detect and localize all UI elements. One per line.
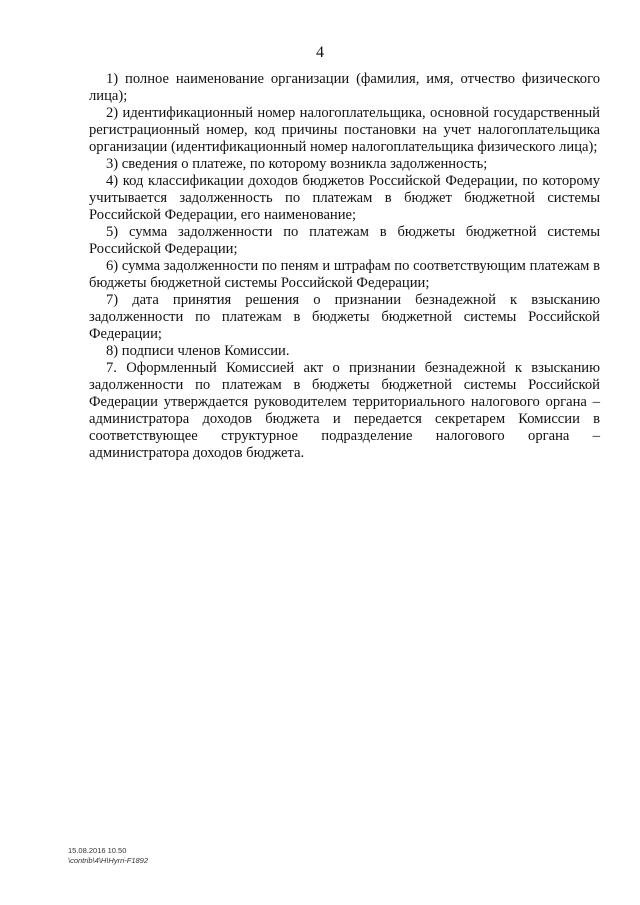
list-item-debt-amount: 5) сумма задолженности по платежам в бюджеты бюджетной системы Российской Федерации; — [89, 224, 600, 257]
list-item-organization-name: 1) полное наименование организации (фамилия, имя, отчество физического лица); — [89, 71, 600, 104]
list-item-taxpayer-id: 2) идентификационный номер налогоплательщика, основной государственный регистрационный номер, код причины постановки на учет налогоплательщика организации (идентификационный номер налогоплательщика физического лица); — [89, 105, 600, 155]
document-footer — [68, 846, 148, 866]
list-item-payment-info: 3) сведения о платеже, по которому возникла задолженность; — [106, 156, 488, 172]
page-number: 4 — [316, 44, 324, 61]
list-item-signatures: 8) подписи членов Комиссии. — [106, 343, 290, 359]
clause-7-paragraph: 7. Оформленный Комиссией акт о признании безнадежной к взысканию задолженности по платежам в бюджеты бюджетной системы Российской Федерации утверждается руководителем территориального налогового органа – администратора доходов бюджета и передается секретарем Комиссии в соответствующее структурное подразделение налогового органа – администратора доходов бюджета. — [89, 360, 600, 461]
list-item-revenue-code: 4) код классификации доходов бюджетов Российской Федерации, по которому учитывается задолженность по платежам в бюджет бюджетной системы Российской Федерации, его наименование; — [89, 173, 600, 223]
footer-file-path: \contrib\4\H\Hyrri-F1892 — [68, 856, 149, 865]
list-item-penalties-amount: 6) сумма задолженности по пеням и штрафам по соответствующим платежам в бюджеты бюджетной системы Российской Федерации; — [89, 258, 600, 291]
document-body — [89, 71, 600, 462]
list-item-decision-date: 7) дата принятия решения о признании безнадежной к взысканию задолженности по платежам в бюджеты бюджетной системы Российской Федерации; — [89, 292, 600, 342]
footer-timestamp: 15.08.2016 10.50 — [68, 846, 127, 855]
